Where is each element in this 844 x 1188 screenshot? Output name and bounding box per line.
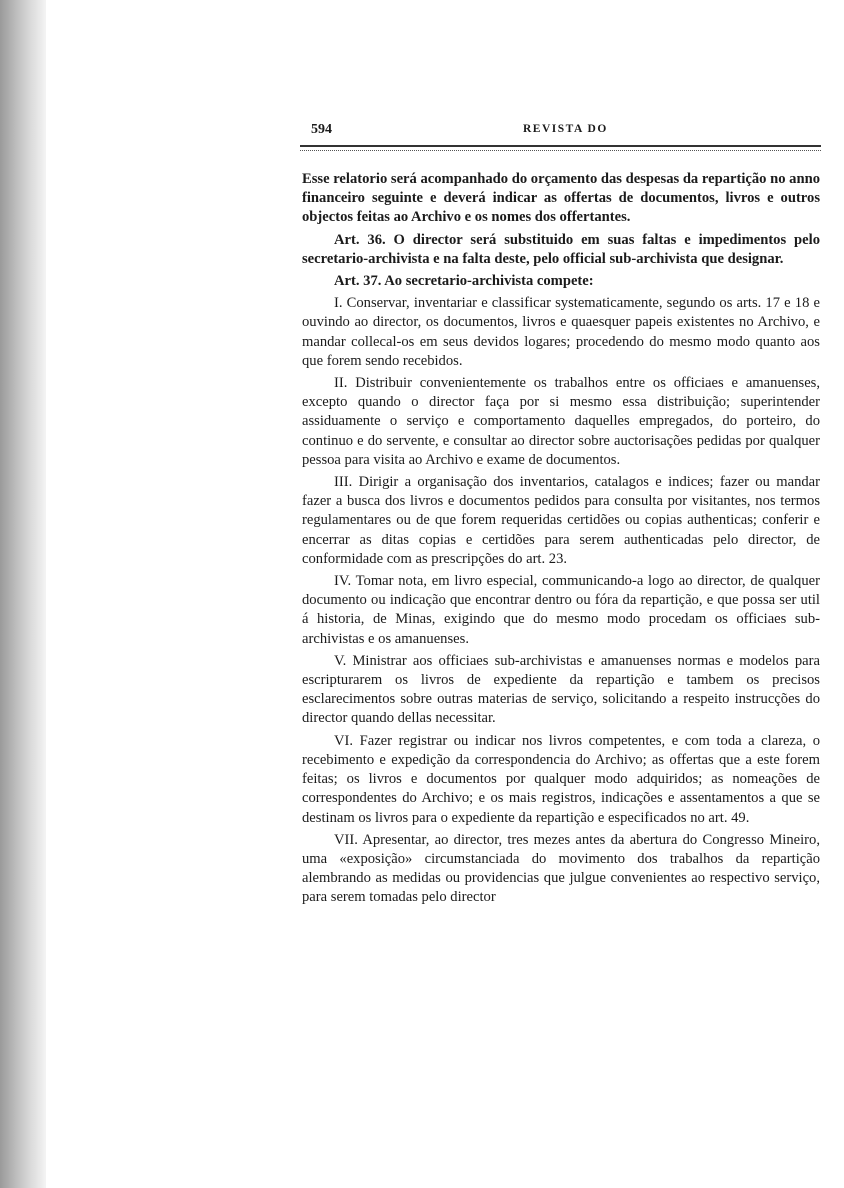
paragraph-item-v: V. Ministrar aos officiaes sub-archivistas e amanuenses normas e modelos para escripturarem os livros de expediente da repartição e tambem os precisos esclarecimentos sobre outras materias de serviço, solicitando a respeito instrucções do director quando dellas necessitar. — [302, 652, 820, 727]
paragraph-item-ii: II. Distribuir convenientemente os trabalhos entre os officiaes e amanuenses, excepto quando o director faça por si mesmo essa distribuição; superintender assiduamente o serviço e comportamento daquelles empregados, do porteiro, do continuo e do servente, e consultar ao director sobre auctorisações pedidas por qualquer pessoa para visita ao Archivo e exame de documentos. — [302, 375, 820, 468]
paragraph-item-vi: VI. Fazer registrar ou indicar nos livros competentes, e com toda a clareza, o recebimento e expedição da correspondencia do Archivo; as offertas que a este forem feitas; os livros e documentos por qualquer modo adquiridos; as nomeações de correspondentes do Archivo; e os mais registros, indicações e assentamentos a que se destinam os livros para o expediente da repartição e especificados no art. 49. — [302, 732, 820, 826]
paragraph-item-iv: IV. Tomar nota, em livro especial, communicando-a logo ao director, de qualquer documento ou indicação que encontrar dentro ou fóra da repartição, e que possa ser util á historia, de Minas, exigindo que do mesmo modo procedam os officiaes sub-archivistas e os amanuenses. — [302, 573, 820, 647]
paragraph-item-iii: III. Dirigir a organisação dos inventarios, catalagos e indices; fazer ou mandar fazer a busca dos livros e documentos pedidos para consulta por visitantes, nos termos regulamentares ou de que forem requeridas certidões ou copias authenticas; conferir e encerrar as ditas copias e certidões para serem authenticadas pelo director, de conformidade com as prescripções do art. 23. — [302, 474, 820, 567]
paragraph-art-36: Art. 36. O director será substituido em suas faltas e impedimentos pelo secretario-archivista e na falta deste, pelo official sub-archivista que designar. — [302, 231, 820, 267]
paragraph-report-budget: Esse relatorio será acompanhado do orçamento das despesas da repartição no anno financeiro seguinte e deverá indicar as offertas de documentos, livros e outros objectos feitas ao Archivo e os nomes dos offertantes. — [302, 171, 820, 226]
page-body — [302, 170, 820, 911]
page-header — [300, 118, 821, 140]
document-page — [300, 118, 821, 1098]
paragraph-item-vii: VII. Apresentar, ao director, tres mezes antes da abertura do Congresso Mineiro, uma «exposição» circumstanciada do movimento dos trabalhos da repartição alembrando as medidas ou providencias que julgue convenientes ao respectivo serviço, para serem tomadas pelo director — [302, 831, 820, 906]
paragraph-item-i: I. Conservar, inventariar e classificar systematicamente, segundo os arts. 17 e 18 e ouvindo ao director, os documentos, livros e quaesquer papeis existentes no Archivo, e mandar collecal-os em seus devidos logares; procedendo do mesmo modo quanto aos que forem sendo recebidos. — [302, 295, 820, 369]
header-rule — [300, 145, 821, 151]
page-binding-shadow — [0, 0, 46, 1188]
page-number: 594 — [311, 122, 332, 137]
running-title: REVISTA DO — [523, 123, 608, 135]
paragraph-art-37: Art. 37. Ao secretario-archivista compete: — [334, 273, 594, 290]
